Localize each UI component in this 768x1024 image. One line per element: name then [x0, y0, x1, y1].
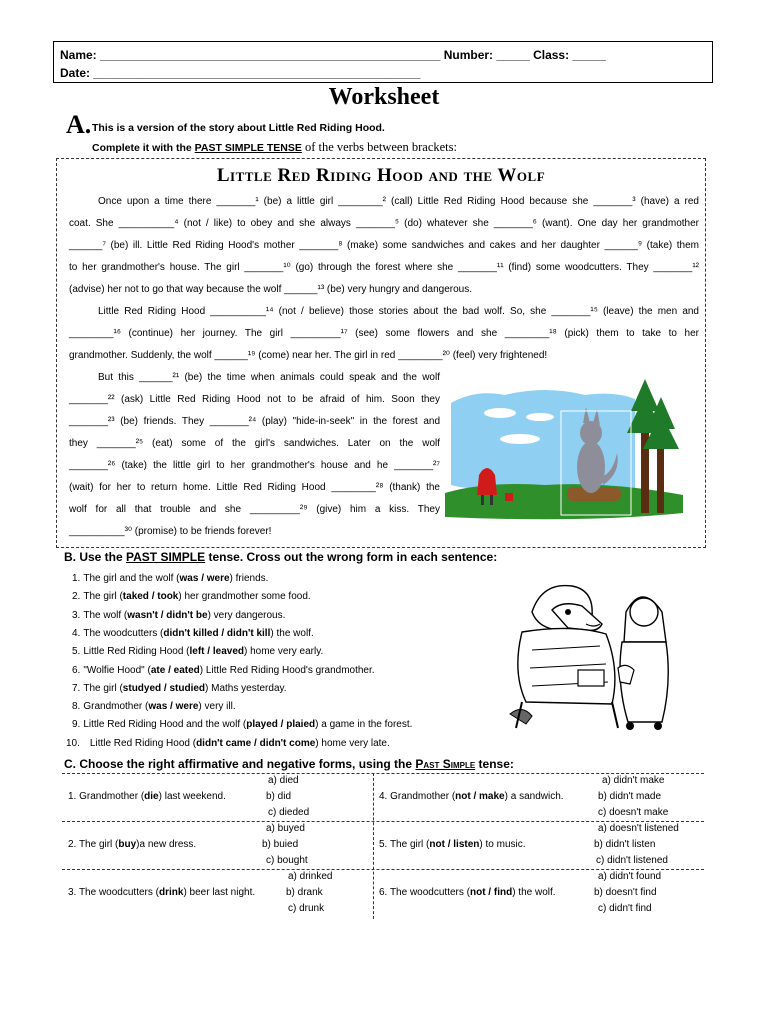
- story-line: wolf for all that trouble and she _________²⁹ (give) him a kiss. They: [69, 504, 440, 515]
- answer-option[interactable]: a) didn't make: [602, 775, 665, 786]
- exercise-item: 1. The girl and the wolf (was / were) friends.: [72, 573, 269, 584]
- question-text: 4. Grandmother (not / make) a sandwich.: [379, 791, 564, 802]
- question-text: 3. The woodcutters (drink) beer last night.: [68, 887, 256, 898]
- exercise-item: 3. The wolf (wasn't / didn't be) very dangerous.: [72, 609, 286, 621]
- choice-options[interactable]: wasn't / didn't be: [127, 609, 208, 621]
- story-line: _______²⁶ (take) the little girl to her grandmother's house and he _______²⁷: [69, 460, 440, 471]
- answer-option[interactable]: a) doesn't listened: [598, 823, 679, 834]
- exercise-item: 8. Grandmother (was / were) very ill.: [72, 701, 236, 713]
- exercise-item: 6. "Wolfie Hood" (ate / eated) Little Red Riding Hood's grandmother.: [72, 664, 375, 676]
- forest-scene-illustration: [445, 377, 683, 525]
- answer-option[interactable]: b) didn't listen: [594, 839, 656, 850]
- exercise-item: 7. The girl (studyed / studied) Maths yesterday.: [72, 682, 287, 694]
- choice-options[interactable]: played / plaied: [246, 719, 316, 731]
- story-line: __________³⁰ (promise) to be friends forever!: [69, 526, 272, 537]
- choice-options[interactable]: ate / eated: [150, 664, 200, 676]
- cloud-icon: [500, 434, 540, 444]
- section-a-intro: This is a version of the story about Little Red Riding Hood.: [92, 122, 385, 134]
- table-divider: [62, 821, 704, 822]
- story-line: ______⁷ (be) ill. Little Red Riding Hood's mother _______⁸ (make) some sandwiches and cakes and her daughter ______⁹ (take) them: [69, 240, 699, 251]
- table-divider: [62, 869, 704, 870]
- girl-leg: [490, 495, 493, 505]
- question-text: 2. The girl (buy)a new dress.: [68, 839, 197, 850]
- section-c-title: C. Choose the right affirmative and negative forms, using the Past Simple tense:: [64, 757, 514, 771]
- girl-shoe: [654, 722, 662, 730]
- story-line: they _______²⁵ (eat) some of the girl's sandwiches. Later on the wolf: [69, 438, 440, 449]
- exercise-item: 2. The girl (taked / took) her grandmother some food.: [72, 591, 311, 603]
- choice-options[interactable]: didn't came / didn't come: [196, 737, 316, 749]
- answer-option[interactable]: c) dieded: [268, 807, 310, 818]
- answer-option[interactable]: b) did: [266, 791, 292, 802]
- story-line: Once upon a time there _______¹ (be) a little girl ________² (call) Little Red Riding Hood because she _______³ (have) a red: [98, 196, 699, 207]
- table-divider: [62, 773, 704, 774]
- student-info-box: [53, 41, 713, 83]
- story-line: (advise) her not to go that way because the wolf ______¹³ (be) very hungry and dangerous.: [69, 284, 473, 295]
- question-text: 1. Grandmother (die) last weekend.: [68, 791, 226, 802]
- exercise-item: 5. Little Red Riding Hood (left / leaved) home very early.: [72, 646, 324, 658]
- choice-options[interactable]: didn't killed / didn't kill: [163, 627, 271, 639]
- exercise-item: 9. Little Red Riding Hood and the wolf (played / plaied) a game in the forest.: [72, 719, 413, 731]
- choice-options[interactable]: was / were: [148, 701, 199, 713]
- basket-icon: [505, 493, 513, 501]
- choice-options[interactable]: studyed / studied: [122, 682, 206, 694]
- date-line: Date: _________________________________________________: [60, 66, 421, 80]
- story-line: _______²² (ask) Little Red Riding Hood not to be afraid of him. Soon they: [69, 394, 440, 405]
- story-line: grandmother. Suddenly, the wolf ______¹⁹ (come) near her. The girl in red ________²⁰ (feel) very frightened!: [69, 350, 548, 361]
- answer-option[interactable]: a) buyed: [266, 823, 305, 834]
- story-line: Little Red Riding Hood __________¹⁴ (not / believe) those stories about the bad wolf. So, she _______¹⁵ (leave) the men and: [98, 306, 699, 317]
- girl-shoe: [626, 722, 634, 730]
- basket-icon: [578, 670, 604, 686]
- section-a-instruction: Complete it with the PAST SIMPLE TENSE of the verbs between brackets:: [92, 140, 457, 154]
- answer-option[interactable]: c) bought: [266, 855, 308, 866]
- choice-options[interactable]: left / leaved: [189, 646, 244, 658]
- cloud-icon: [484, 408, 516, 418]
- story-line: coat. She __________⁴ (not / like) to obey and she always _______⁵ (do) whatever she _______⁶ (want). One day her grandmother: [69, 218, 699, 229]
- past-simple-tense-label: PAST SIMPLE TENSE: [194, 142, 302, 154]
- wolf-grandmother-cartoon: [502, 572, 694, 732]
- answer-option[interactable]: b) drank: [286, 887, 323, 898]
- cloud-icon: [526, 413, 554, 421]
- exercise-item: 4. The woodcutters (didn't killed / didn't kill) the wolf.: [72, 627, 314, 639]
- table-column-divider: [373, 773, 374, 919]
- question-text: 5. The girl (not / listen) to music.: [379, 839, 526, 850]
- answer-option[interactable]: b) didn't made: [598, 791, 662, 802]
- answer-option[interactable]: c) doesn't make: [598, 807, 669, 818]
- wolf-tail: [510, 709, 532, 724]
- choice-options[interactable]: taked / took: [122, 591, 179, 603]
- answer-option[interactable]: b) buied: [262, 839, 299, 850]
- answer-option[interactable]: b) doesn't find: [594, 887, 657, 898]
- answer-option[interactable]: c) didn't listened: [596, 855, 668, 866]
- story-line: to her grandmother's house. The girl _______¹⁰ (go) through the forest where she _______¹¹ (find) some woodcutters. They _______¹²: [69, 262, 699, 273]
- choice-options[interactable]: was / were: [179, 573, 230, 584]
- wolf-eye: [565, 609, 571, 615]
- section-a-letter: A.: [66, 110, 92, 139]
- answer-option[interactable]: a) didn't found: [598, 871, 662, 882]
- section-b-title: B. Use the PAST SIMPLE tense. Cross out the wrong form in each sentence:: [64, 550, 498, 564]
- answer-option[interactable]: a) drinked: [288, 871, 333, 882]
- story-line: (wait) for her to return home. Little Red Riding Hood ________²⁸ (thank) the: [69, 482, 440, 493]
- story-line: ________¹⁶ (continue) her journey. The girl _________¹⁷ (see) some flowers and she ________¹⁸ (pick) them to take to her: [69, 328, 699, 339]
- question-text: 6. The woodcutters (not / find) the wolf.: [379, 887, 556, 898]
- answer-option[interactable]: a) died: [268, 775, 299, 786]
- story-line: But this ______²¹ (be) the time when animals could speak and the wolf: [98, 372, 440, 383]
- page-title: Worksheet: [328, 84, 440, 110]
- girl-leg: [481, 495, 484, 505]
- answer-option[interactable]: c) drunk: [288, 903, 325, 914]
- bed-leg: [612, 702, 618, 728]
- name-number-class-line: Name: ___________________________________________________ Number: _____ Class: _____: [60, 48, 606, 62]
- story-title: Little Red Riding Hood and the Wolf: [216, 165, 546, 186]
- story-line: _______²³ (be) friends. They _______²⁴ (play) "hide-in-seek" in the forest and: [69, 416, 440, 427]
- wolf-body: [577, 441, 605, 493]
- exercise-item: 10. Little Red Riding Hood (didn't came / didn't come) home very late.: [66, 737, 390, 749]
- answer-option[interactable]: c) didn't find: [598, 903, 652, 914]
